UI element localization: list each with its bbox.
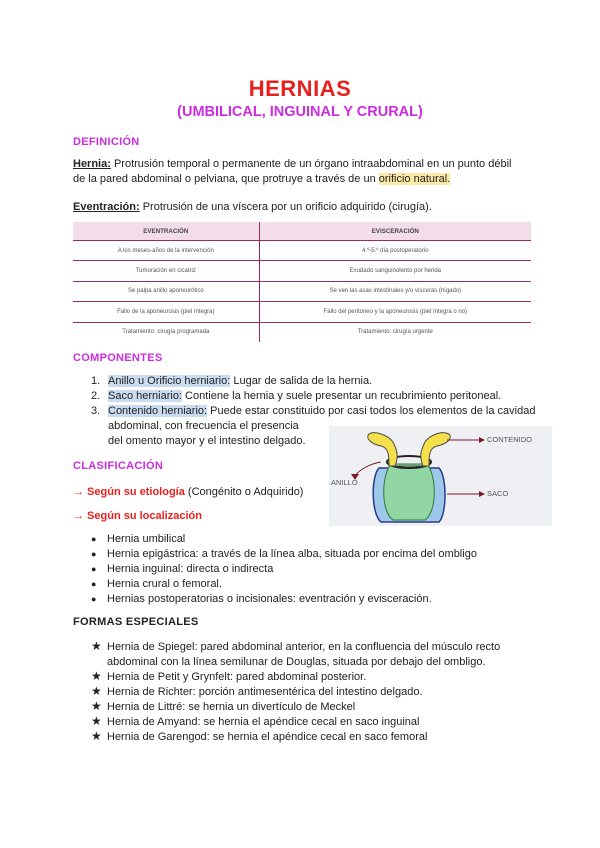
eventracion-definition: [73, 200, 553, 215]
section-heading-definicion: DEFINICIÓN: [73, 136, 140, 148]
star-icon: ★: [91, 639, 102, 653]
table-row: [73, 322, 531, 342]
component-term: Anillo u Orificio herniario:: [108, 375, 231, 387]
label-anillo: ANILLO: [331, 478, 358, 487]
list-item-text: Hernia de Amyand: se hernia el apéndice cecal en saco inguinal: [107, 716, 420, 728]
list-item-text: Hernia de Spiegel: pared abdominal anterior, en la confluencia del músculo recto: [107, 641, 501, 653]
componentes-list-wrapper: [91, 374, 561, 419]
table-header: EVENTRACIÓN: [73, 222, 259, 241]
list-number: 1.: [91, 375, 101, 387]
localizacion-line: [73, 509, 202, 524]
list-item: [91, 532, 561, 547]
table-cell: Tratamiento: cirugía programada: [73, 322, 259, 342]
etiologia-label: → Según su etiología: [73, 486, 185, 498]
bullet-icon: ●: [91, 594, 97, 604]
section-heading-componentes: COMPONENTES: [73, 352, 163, 364]
hernia-highlight: orificio natural.: [378, 173, 451, 185]
list-item: [91, 685, 561, 700]
list-item-text: Hernia inguinal: directa o indirecta: [107, 563, 274, 575]
table-cell: Exudado sanguinolento por herida: [259, 261, 531, 281]
comparison-table: [73, 222, 531, 342]
eventracion-term: Eventración:: [73, 201, 140, 213]
table-cell: Se palpa anillo aponeurótico: [73, 281, 259, 301]
table-cell: Fallo de la aponeurosis (piel íntegra): [73, 302, 259, 322]
list-item: [91, 389, 561, 404]
list-item-text-continuation: abdominal con la línea semilunar de Douglas, situada por debajo del ombligo.: [107, 656, 486, 668]
localizacion-list-wrapper: [91, 532, 561, 607]
label-contenido: CONTENIDO: [487, 435, 532, 444]
component-term: Saco herniario:: [108, 390, 182, 402]
localizacion-label: → Según su localización: [73, 510, 202, 522]
list-item: [91, 670, 561, 685]
table-row: [73, 241, 531, 261]
table-cell: Tratamiento: cirugía urgente: [259, 322, 531, 342]
list-item-text: Hernia epigástrica: a través de la línea alba, situada por encima del ombligo: [107, 548, 477, 560]
hernia-text-2: de la pared abdominal o pelviana, que protruye a través de un: [73, 173, 379, 185]
list-item: [91, 404, 561, 419]
etiologia-line: [73, 485, 303, 500]
comparison-table-wrapper: [73, 222, 531, 342]
table-row: [73, 261, 531, 281]
list-item: [91, 700, 561, 715]
table-cell: Fallo del peritoneo y la aponeurosis (piel íntegra o no): [259, 302, 531, 322]
list-item-text: Hernia de Petit y Grynfelt: pared abdominal posterior.: [107, 671, 367, 683]
list-item: [91, 715, 561, 730]
component-term: Contenido herniario:: [108, 405, 208, 417]
eventracion-text: Protrusión de una víscera por un orificio adquirido (cirugía).: [139, 201, 432, 213]
hernia-definition: [73, 157, 553, 187]
list-item: [91, 562, 561, 577]
star-icon: ★: [91, 729, 102, 743]
formas-list: [91, 640, 561, 745]
formas-list-wrapper: [91, 640, 561, 745]
list-item: [91, 730, 561, 745]
list-number: 2.: [91, 390, 101, 402]
table-cell: Se ven las asas intestinales y/o vísceras (hígado): [259, 281, 531, 301]
hernia-term: Hernia:: [73, 158, 111, 170]
list-item-text: Hernia de Littré: se hernia un divertículo de Meckel: [107, 701, 356, 713]
component-text: Contiene la hernia y suele presentar un recubrimiento peritoneal.: [182, 390, 502, 402]
list-item-text: Hernia de Richter: porción antimesentérica del intestino delgado.: [107, 686, 423, 698]
table-header: EVISCERACIÓN: [259, 222, 531, 241]
list-item-text: Hernia crural o femoral.: [107, 578, 222, 590]
hernia-diagram: [329, 426, 552, 526]
section-heading-formas: FORMAS ESPECIALES: [73, 616, 199, 628]
component-text: Lugar de salida de la hernia.: [230, 375, 373, 387]
content-shape: [384, 464, 435, 520]
section-heading-clasificacion: CLASIFICACIÓN: [73, 460, 164, 472]
bullet-icon: ●: [91, 564, 97, 574]
bullet-icon: ●: [91, 534, 97, 544]
page-title: HERNIAS: [248, 76, 352, 101]
list-item-text: Hernia umbilical: [107, 533, 186, 545]
star-icon: ★: [91, 714, 102, 728]
component-text: Puede estar constituido por casi todos los elementos de la cavidad: [207, 405, 536, 417]
list-number: 3.: [91, 405, 101, 417]
star-icon: ★: [91, 684, 102, 698]
etiologia-note: (Congénito o Adquirido): [184, 486, 304, 498]
list-item: [91, 577, 561, 592]
list-item: [91, 374, 561, 389]
list-item: [91, 640, 561, 670]
localizacion-list: [91, 532, 561, 607]
list-item: [91, 547, 561, 562]
table-row: [73, 302, 531, 322]
component-3-line-3: del omento mayor y el intestino delgado.: [108, 435, 306, 447]
table-cell: A los meses-años de la intervención: [73, 241, 259, 261]
omentum-shape: [368, 433, 451, 466]
hernia-text-1: Protrusión temporal o permanente de un órgano intraabdominal en un punto débil: [110, 158, 512, 170]
table-cell: Tumoración en cicatriz: [73, 261, 259, 281]
bullet-icon: ●: [91, 579, 97, 589]
star-icon: ★: [91, 699, 102, 713]
componentes-list: [91, 374, 561, 419]
page-subtitle: (UMBILICAL, INGUINAL Y CRURAL): [177, 104, 423, 120]
bullet-icon: ●: [91, 549, 97, 559]
label-saco: SACO: [487, 489, 509, 498]
table-cell: 4.º-5.º día postoperatorio: [259, 241, 531, 261]
list-item: [91, 592, 561, 607]
list-item-text: Hernias postoperatorias o incisionales: eventración y evisceración.: [107, 593, 432, 605]
component-3-line-2: abdominal, con frecuencia el presencia: [108, 420, 299, 432]
star-icon: ★: [91, 669, 102, 683]
table-row: [73, 281, 531, 301]
list-item-text: Hernia de Garengod: se hernia el apéndice cecal en saco femoral: [107, 731, 428, 743]
